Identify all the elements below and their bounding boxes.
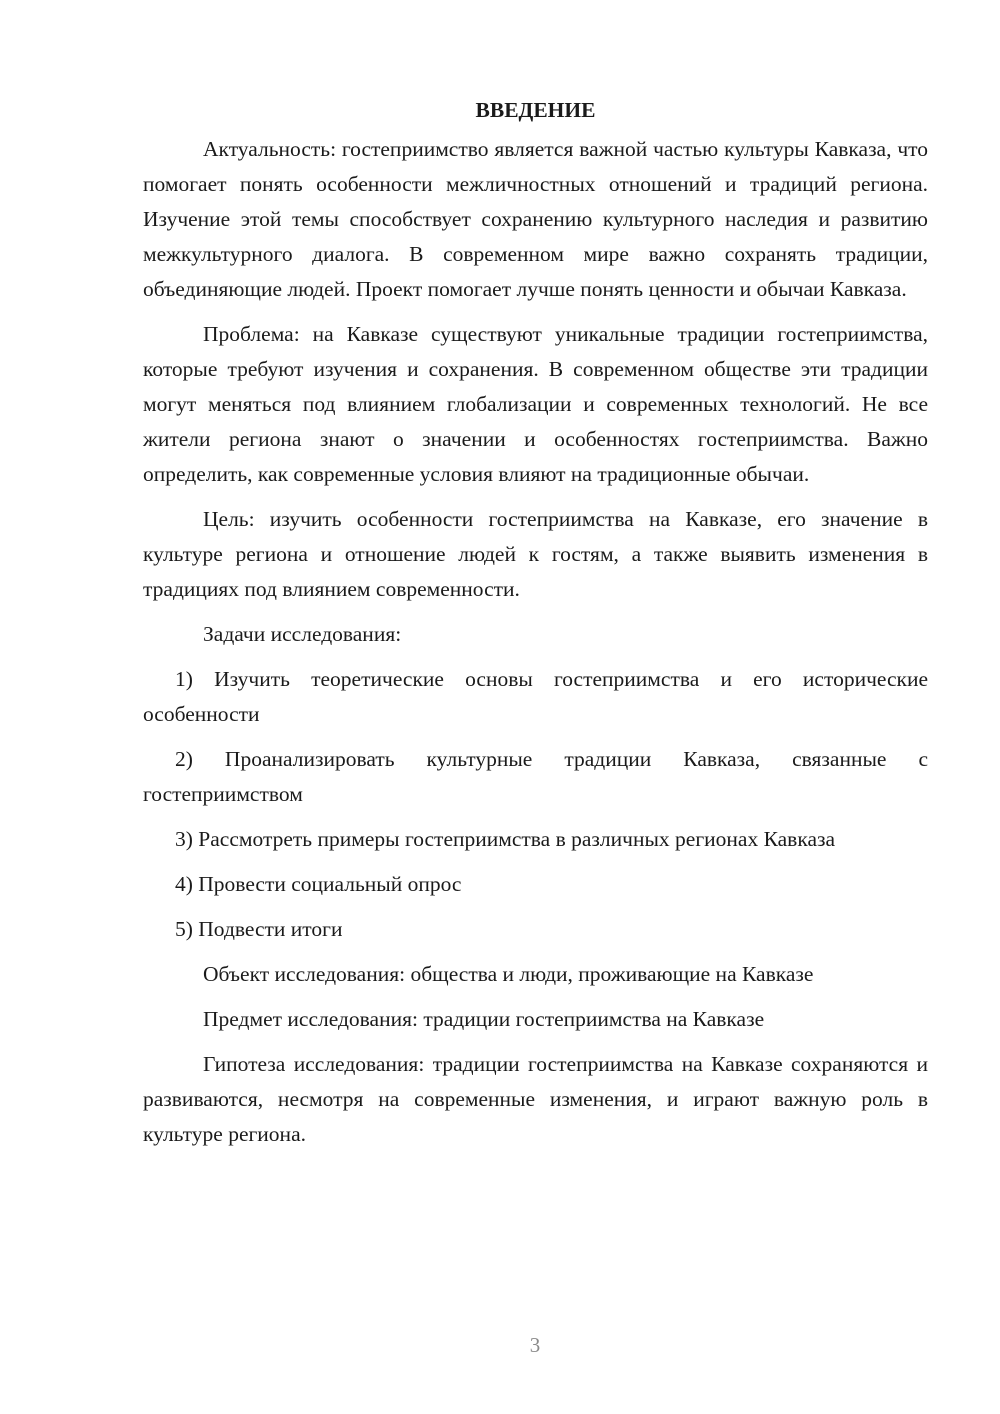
task-item-3: 3) Рассмотреть примеры гостеприимства в различных регионах Кавказа bbox=[175, 827, 836, 851]
task-item-1: 1) Изучить теоретические основы гостеприимства и его исторические особенности bbox=[143, 667, 928, 726]
task-item-5: 5) Подвести итоги bbox=[175, 917, 343, 941]
relevance-paragraph: Актуальность: гостеприимство является важной частью культуры Кавказа, что помогает понять особенности межличностных отношений и традиций региона. Изучение этой темы способствует сохранению культурного наследия и развитию межкультурного диалога. В современном мире важно сохранять традиции, объединяющие людей. Проект помогает лучше понять ценности и обычаи Кавказа. bbox=[143, 137, 928, 301]
page-number: 3 bbox=[529, 1333, 541, 1357]
task-item-2: 2) Проанализировать культурные традиции Кавказа, связанные с гостеприимством bbox=[143, 747, 928, 806]
hypothesis-paragraph: Гипотеза исследования: традиции гостеприимства на Кавказе сохраняются и развиваются, несмотря на современные изменения, и играют важную роль в культуре региона. bbox=[143, 1052, 928, 1146]
tasks-title: Задачи исследования: bbox=[203, 622, 402, 646]
page-heading: ВВЕДЕНИЕ bbox=[475, 98, 596, 122]
task-item-4: 4) Провести социальный опрос bbox=[175, 872, 462, 896]
object-paragraph: Объект исследования: общества и люди, проживающие на Кавказе bbox=[203, 962, 814, 986]
subject-paragraph: Предмет исследования: традиции гостеприимства на Кавказе bbox=[203, 1007, 765, 1031]
goal-paragraph: Цель: изучить особенности гостеприимства на Кавказе, его значение в культуре региона и отношение людей к гостям, а также выявить изменения в традициях под влиянием современности. bbox=[143, 507, 928, 601]
problem-paragraph: Проблема: на Кавказе существуют уникальные традиции гостеприимства, которые требуют изучения и сохранения. В современном обществе эти традиции могут меняться под влиянием глобализации и современных технологий. Не все жители региона знают о значении и особенностях гостеприимства. Важно определить, как современные условия влияют на традиционные обычаи. bbox=[143, 322, 928, 486]
page-content bbox=[143, 93, 928, 1162]
